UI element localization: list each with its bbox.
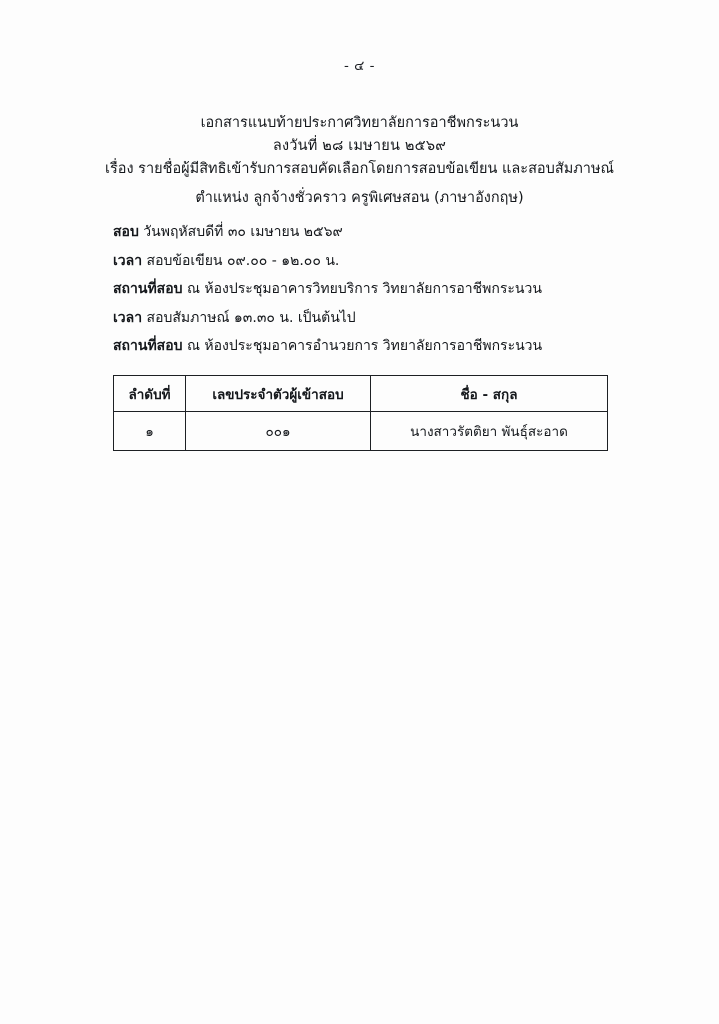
document-title-block	[0, 112, 719, 210]
detail-value: ณ ห้องประชุมอาคารอำนวยการ วิทยาลัยการอาชีพกระนวน	[186, 338, 543, 354]
detail-row	[113, 275, 673, 304]
position-label: ตำแหน่ง	[195, 190, 249, 206]
table-header-row	[114, 376, 608, 412]
exam-details	[113, 218, 673, 361]
column-header-candidate-id: เลขประจำตัวผู้เข้าสอบ	[186, 376, 371, 412]
cell-order: ๑	[114, 412, 186, 451]
detail-row	[113, 304, 673, 333]
table-row	[114, 412, 608, 451]
detail-row	[113, 332, 673, 361]
title-line-1: เอกสารแนบท้ายประกาศวิทยาลัยการอาชีพกระนวน	[200, 115, 519, 131]
cell-name: นางสาวรัตติยา พันธุ์สะอาด	[371, 412, 608, 451]
detail-label: สถานที่สอบ	[113, 281, 183, 297]
title-line-2: ลงวันที่ ๒๘ เมษายน ๒๕๖๙	[272, 138, 447, 154]
detail-label: เวลา	[113, 309, 143, 326]
position-line	[0, 187, 719, 210]
detail-value: สอบข้อเขียน ๐๙.๐๐ - ๑๒.๐๐ น.	[146, 252, 340, 269]
detail-value: ณ ห้องประชุมอาคารวิทยบริการ วิทยาลัยการอาชีพกระนวน	[186, 281, 542, 297]
position-value: ลูกจ้างชั่วคราว ครูพิเศษสอน (ภาษาอังกฤษ)	[253, 190, 524, 206]
detail-row	[113, 247, 673, 276]
detail-label: เวลา	[113, 252, 143, 269]
cell-candidate-id: ๐๐๑	[186, 412, 371, 451]
detail-row	[113, 218, 673, 247]
detail-label: สถานที่สอบ	[113, 338, 183, 354]
candidates-table	[113, 375, 608, 451]
detail-value: วันพฤหัสบดีที่ ๓๐ เมษายน ๒๕๖๙	[143, 224, 343, 240]
detail-label: สอบ	[113, 224, 139, 240]
column-header-order: ลำดับที่	[114, 376, 186, 412]
column-header-name: ชื่อ - สกุล	[371, 376, 608, 412]
page-number: - ๔ -	[343, 58, 376, 74]
title-line-3: เรื่อง รายชื่อผู้มีสิทธิเข้ารับการสอบคัดเลือกโดยการสอบข้อเขียน และสอบสัมภาษณ์	[105, 161, 614, 177]
candidates-table-wrapper	[113, 375, 607, 451]
detail-value: สอบสัมภาษณ์ ๑๓.๓๐ น. เป็นต้นไป	[146, 309, 356, 326]
